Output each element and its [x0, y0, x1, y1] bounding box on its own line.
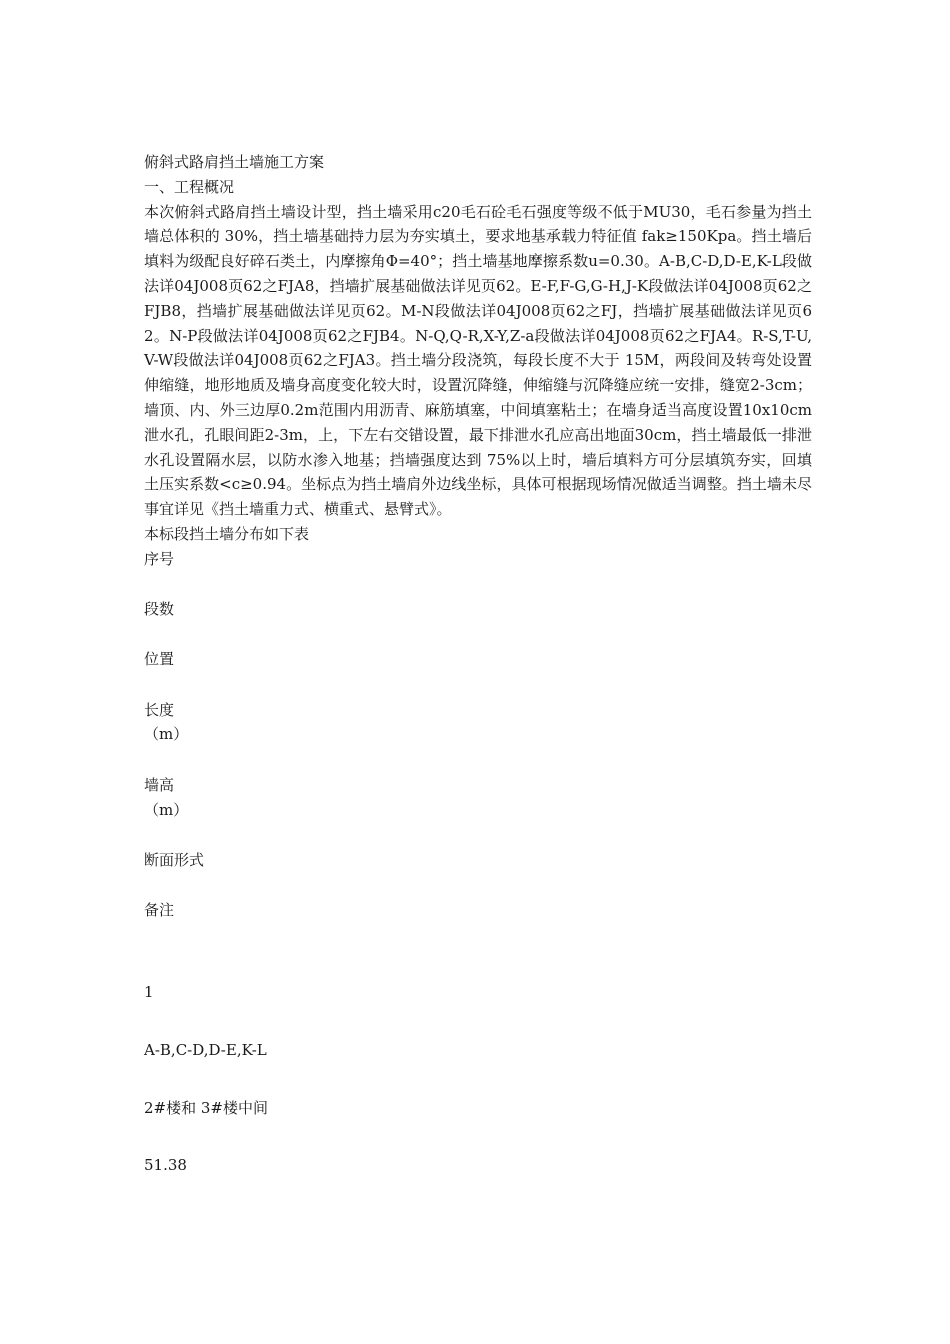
table-header-length: 长度 — [144, 700, 175, 719]
table-header-segment: 段数 — [144, 600, 175, 619]
table-header-length-unit: （m） — [144, 725, 189, 744]
document-body — [144, 150, 812, 1178]
table-cell-location: 2#楼和 3#楼中间 — [144, 1098, 268, 1117]
overview-paragraph: 本次俯斜式路肩挡土墙设计型，挡土墙采用c20毛石砼毛石强度等级不低于MU30，毛石参量为挡土墙总体积的 30%，挡土墙基础持力层为夯实填土，要求地基承载力特征值 fak≥150Kpa。挡土墙后填料为级配良好碎石类土，内摩擦角Φ=40°；挡土墙基地摩擦系数u=0.30。A-B,C-D,D-E,K-L段做法详04J008页62之FJA8，挡墙扩展基础做法详见页62。E-F,F-G,G-H,J-K段做法详04J008页62之FJB8，挡墙扩展基础做法详见页62。M-N段做法详04J008页62之FJ，挡墙扩展基础做法详见页62。N-P段做法详04J008页62之FJB4。N-Q,Q-R,X-Y,Z-a段做法详04J008页62之FJA4。R-S,T-U,V-W段做法详04J008页62之FJA3。挡土墙分段浇筑，每段长度不大于 15M，两段间及转弯处设置伸缩缝，地形地质及墙身高度变化较大时，设置沉降缝，伸缩缝与沉降缝应统一安排，缝宽2-3cm；墙顶、内、外三边厚0.2m范围内用沥青、麻筋填塞，中间填塞粘土；在墙身适当高度设置10x10cm泄水孔，孔眼间距2-3m，上，下左右交错设置，最下排泄水孔应高出地面30cm，挡土墙最低一排泄水孔设置隔水层，以防水渗入地基；挡墙强度达到 75%以上时，墙后填料方可分层填筑夯实，回填土压实系数<c≥0.94。坐标点为挡土墙肩外边线坐标，具体可根据现场情况做适当调整。挡土墙未尽事宜详见《挡土墙重力式、横重式、悬臂式》。 — [144, 202, 812, 519]
table-header-height-unit: （m） — [144, 800, 189, 819]
table-cell-no: 1 — [144, 982, 154, 1001]
table-header-height: 墙高 — [144, 775, 175, 794]
table-header-no: 序号 — [144, 549, 175, 568]
table-intro: 本标段挡土墙分布如下表 — [144, 524, 310, 543]
section-heading: 一、工程概况 — [144, 177, 235, 196]
table-header-remark: 备注 — [144, 901, 175, 920]
table-cell-segment: A-B,C-D,D-E,K-L — [144, 1040, 267, 1059]
table-header-section-type: 断面形式 — [144, 850, 205, 869]
document-title: 俯斜式路肩挡土墙施工方案 — [144, 153, 325, 171]
table-header-location: 位置 — [144, 650, 175, 669]
table-cell-length: 51.38 — [144, 1156, 187, 1175]
